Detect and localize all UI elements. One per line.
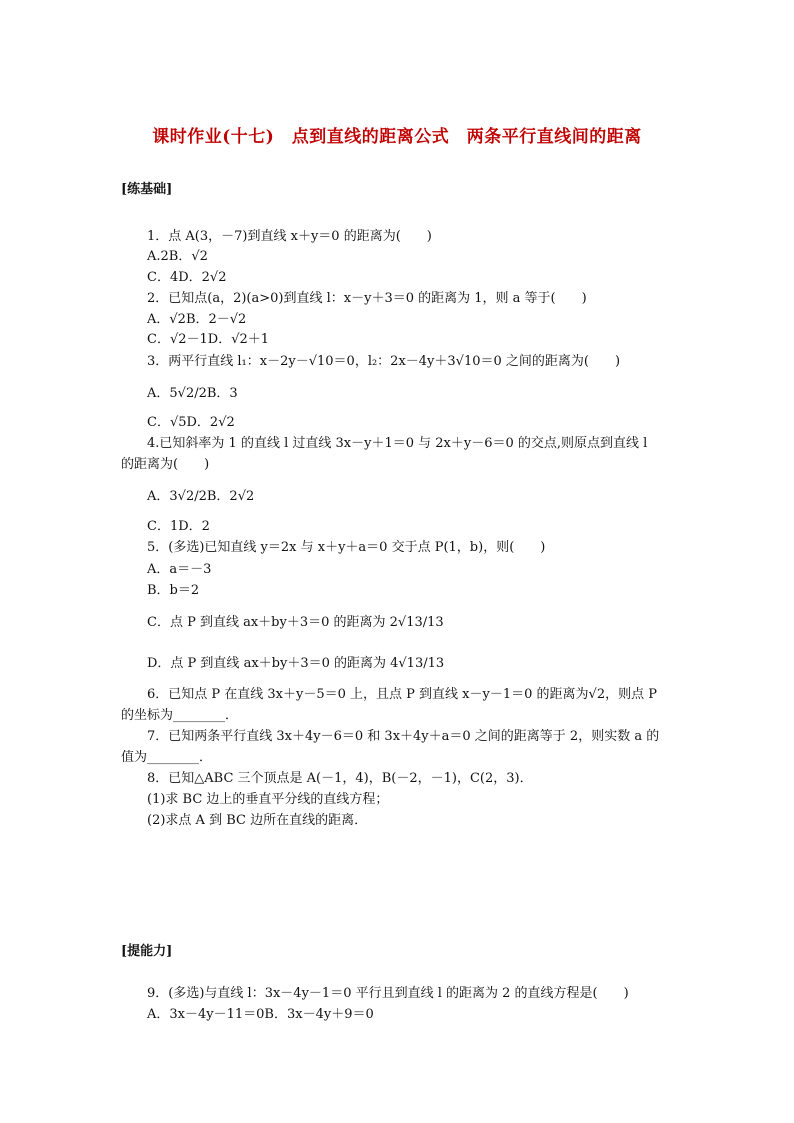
question-4: 4.已知斜率为 1 的直线 l 过直线 3x－y＋1＝0 与 2x＋y－6＝0 的交点,则原点到直线 l bbox=[147, 436, 648, 451]
question-6: 6．已知点 P 在直线 3x＋y－5＝0 上，且点 P 到直线 x－y－1＝0 的距离为√2，则点 P bbox=[147, 687, 657, 702]
question-8-part-1: (1)求 BC 边上的垂直平分线的直线方程； bbox=[147, 792, 389, 807]
section-advanced-heading: [提能力] bbox=[121, 944, 173, 959]
question-9: 9．(多选)与直线 l：3x－4y－1＝0 平行且到直线 l 的距离为 2 的直线方程是( ) bbox=[147, 986, 629, 1001]
question-3: 3．两平行直线 l₁：x－2y－√10＝0，l₂：2x－4y＋3√10＝0 之间的距离为( ) bbox=[147, 354, 621, 369]
question-7-continued: 值为________． bbox=[121, 750, 213, 765]
question-4-option-ab: A．3√2/2B．2√2 bbox=[147, 489, 255, 504]
question-7: 7．已知两条平行直线 3x＋4y－6＝0 和 3x＋4y＋a＝0 之间的距离等于 2，则实数 a 的 bbox=[147, 729, 660, 744]
question-5-option-d: D．点 P 到直线 ax＋by＋3＝0 的距离为 4√13/13 bbox=[147, 656, 445, 671]
question-2-option-ab: A．√2B．2－√2 bbox=[147, 312, 247, 327]
question-4-continued: 的距离为( ) bbox=[121, 457, 210, 472]
question-2: 2．已知点(a，2)(a>0)到直线 l：x－y＋3＝0 的距离为 1，则 a 等于( ) bbox=[147, 291, 587, 306]
question-6-continued: 的坐标为________． bbox=[121, 708, 239, 723]
question-8: 8．已知△ABC 三个顶点是 A(－1，4)，B(－2，－1)，C(2，3)． bbox=[147, 771, 533, 786]
question-1: 1．点 A(3，－7)到直线 x＋y＝0 的距离为( ) bbox=[147, 229, 432, 244]
question-1-option-cd: C．4D．2√2 bbox=[147, 270, 227, 285]
question-3-option-cd: C．√5D．2√2 bbox=[147, 415, 235, 430]
question-3-option-ab: A．5√2/2B．3 bbox=[147, 386, 238, 401]
section-basic-heading: [练基础] bbox=[121, 182, 173, 197]
question-4-option-cd: C．1D．2 bbox=[147, 519, 210, 534]
question-2-option-cd: C．√2－1D．√2＋1 bbox=[147, 332, 270, 347]
question-1-option-ab: A.2B．√2 bbox=[147, 249, 208, 264]
question-9-option-ab: A．3x－4y－11＝0B．3x－4y＋9＝0 bbox=[147, 1007, 374, 1022]
question-5-option-b: B．b＝2 bbox=[147, 583, 200, 598]
question-8-part-2: (2)求点 A 到 BC 边所在直线的距离． bbox=[147, 813, 368, 828]
question-5: 5．(多选)已知直线 y＝2x 与 x＋y＋a＝0 交于点 P(1，b)，则( ) bbox=[147, 540, 546, 555]
question-5-option-a: A．a＝－3 bbox=[147, 562, 212, 577]
page-title: 课时作业(十七) 点到直线的距离公式 两条平行直线间的距离 bbox=[152, 127, 642, 147]
question-5-option-c: C．点 P 到直线 ax＋by＋3＝0 的距离为 2√13/13 bbox=[147, 615, 444, 630]
